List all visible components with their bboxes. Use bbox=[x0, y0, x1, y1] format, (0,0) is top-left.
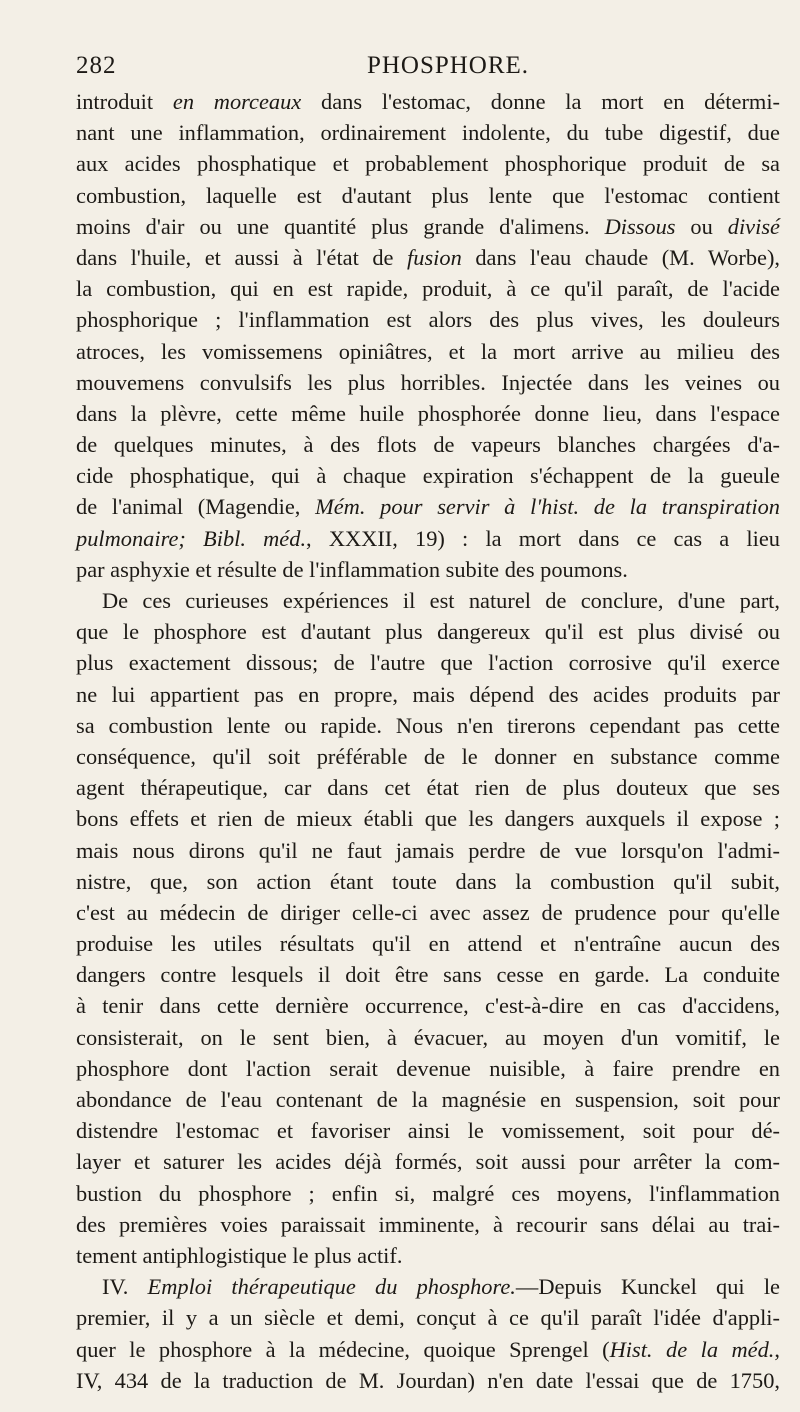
paragraph-3 bbox=[76, 1271, 780, 1396]
italic-text: fusion bbox=[407, 244, 462, 270]
text-segment: abondance de l'eau contenant de la magnésie en suspension, soit pour bbox=[76, 1087, 780, 1112]
text-line bbox=[76, 336, 780, 367]
text-line bbox=[76, 1302, 780, 1333]
text-segment: De ces curieuses expériences il est naturel de conclure, d'une part, bbox=[102, 588, 780, 613]
text-segment: dans l'huile, et aussi à l'état de bbox=[76, 244, 408, 270]
text-segment: ou bbox=[675, 213, 728, 239]
text-segment: bons effets et rien de mieux établi que les dangers auxquels il expose ; bbox=[76, 806, 780, 832]
text-segment: conséquence, qu'il soit préférable de le donner en substance comme bbox=[76, 743, 780, 769]
text-segment: , XXXII, 19) : la mort dans ce cas a lieu bbox=[306, 525, 780, 551]
text-line bbox=[76, 679, 780, 710]
text-line bbox=[76, 866, 780, 897]
text-segment: par asphyxie et résulte de l'inflammation subite des poumons. bbox=[76, 556, 628, 582]
text-segment: atroces, les vomissemens opiniâtres, et la mort arrive au milieu des bbox=[76, 338, 780, 364]
text-line bbox=[76, 897, 780, 928]
text-segment: phosphore dont l'action serait devenue nuisible, à faire prendre en bbox=[76, 1055, 780, 1081]
italic-text: en morceaux bbox=[172, 89, 302, 114]
text-segment: agent thérapeutique, car dans cet état rien de plus douteux que ses bbox=[76, 775, 780, 801]
text-segment: layer et saturer les acides déjà formés, soit aussi pour arrêter la com- bbox=[76, 1149, 780, 1175]
text-segment: dangers contre lesquels il doit être sans cesse en garde. La conduite bbox=[76, 962, 780, 988]
text-segment: quer le phosphore à la médecine, quoique Sprengel ( bbox=[76, 1336, 610, 1362]
text-line bbox=[76, 959, 780, 990]
text-line bbox=[76, 1146, 780, 1177]
italic-text: Mém. pour servir à l'hist. de la transpiration bbox=[315, 494, 780, 520]
text-line bbox=[76, 772, 780, 803]
text-segment: plus exactement dissous; de l'autre que l'action corrosive qu'il exerce bbox=[76, 650, 780, 676]
text-line bbox=[76, 86, 780, 117]
running-title: PHOSPHORE. bbox=[366, 52, 530, 79]
text-segment: combustion, laquelle est d'autant plus lente que l'estomac contient bbox=[76, 182, 780, 208]
text-segment: —Depuis Kunckel qui le bbox=[515, 1274, 780, 1300]
text-line bbox=[76, 211, 780, 242]
text-segment: , bbox=[774, 1336, 780, 1362]
text-line bbox=[76, 1115, 780, 1146]
text-segment: consisterait, on le sent bien, à évacuer, au moyen d'un vomitif, le bbox=[76, 1024, 780, 1050]
text-line bbox=[76, 803, 780, 834]
text-segment: IV. bbox=[102, 1274, 148, 1300]
text-line bbox=[76, 304, 780, 335]
text-segment: distendre l'estomac et favoriser ainsi le vomissement, soit pour dé- bbox=[76, 1118, 780, 1144]
text-segment: de l'animal (Magendie, bbox=[76, 494, 316, 520]
text-segment: moins d'air ou une quantité plus grande d'alimens. bbox=[76, 213, 605, 239]
text-segment: de quelques minutes, à des flots de vapeurs blanches chargées d'a- bbox=[76, 432, 780, 458]
text-line bbox=[76, 710, 780, 741]
text-line bbox=[76, 242, 780, 273]
text-segment: cide phosphatique, qui à chaque expiration s'échappent de la gueule bbox=[76, 463, 780, 489]
italic-text: divisé bbox=[727, 213, 780, 239]
page-header bbox=[76, 46, 780, 86]
text-line bbox=[76, 273, 780, 304]
text-segment: à tenir dans cette dernière occurrence, c'est-à-dire en cas d'accidens, bbox=[76, 993, 780, 1019]
text-line bbox=[76, 990, 780, 1021]
text-segment: IV, 434 de la traduction de M. Jourdan) n'en date l'essai que de 1750, bbox=[76, 1367, 780, 1393]
text-line bbox=[76, 1084, 780, 1115]
text-line bbox=[76, 616, 780, 647]
text-line bbox=[76, 554, 780, 585]
text-segment: nistre, que, son action étant toute dans la combustion qu'il subit, bbox=[76, 868, 780, 894]
text-line bbox=[76, 1209, 780, 1240]
text-segment: ne lui appartient pas en propre, mais dépend des acides produits par bbox=[76, 681, 780, 707]
text-segment: que le phosphore est d'autant plus dangereux qu'il est plus divisé ou bbox=[76, 619, 780, 645]
text-line bbox=[76, 1271, 780, 1302]
text-line bbox=[76, 180, 780, 211]
text-line bbox=[76, 460, 780, 491]
text-line bbox=[76, 585, 780, 616]
italic-text: Dissous bbox=[604, 213, 676, 239]
text-segment: aux acides phosphatique et probablement phosphorique produit de sa bbox=[76, 151, 780, 177]
text-line bbox=[76, 1240, 780, 1271]
text-segment: sa combustion lente ou rapide. Nous n'en tirerons cependant pas cette bbox=[76, 712, 780, 738]
paragraph-2 bbox=[76, 585, 780, 1271]
body-text bbox=[76, 86, 780, 1396]
paragraph-1 bbox=[76, 86, 780, 585]
text-segment: nant une inflammation, ordinairement indolente, du tube digestif, due bbox=[76, 120, 780, 146]
text-line bbox=[76, 647, 780, 678]
text-segment: dans l'estomac, donne la mort en détermi- bbox=[301, 89, 780, 114]
text-segment: dans la plèvre, cette même huile phosphorée donne lieu, dans l'espace bbox=[76, 400, 780, 426]
text-segment: produise les utiles résultats qu'il en attend et n'entraîne aucun des bbox=[76, 931, 780, 957]
text-line bbox=[76, 117, 780, 148]
text-line bbox=[76, 523, 780, 554]
text-segment: tement antiphlogistique le plus actif. bbox=[76, 1242, 403, 1268]
text-segment: bustion du phosphore ; enfin si, malgré ces moyens, l'inflammation bbox=[76, 1180, 780, 1206]
text-line bbox=[76, 1178, 780, 1209]
text-segment: introduit bbox=[76, 89, 173, 114]
text-segment: premier, il y a un siècle et demi, conçut à ce qu'il paraît l'idée d'appli- bbox=[76, 1305, 780, 1331]
text-line bbox=[76, 1334, 780, 1365]
text-line bbox=[76, 1053, 780, 1084]
text-line bbox=[76, 398, 780, 429]
text-segment: dans l'eau chaude (M. Worbe), bbox=[461, 244, 781, 270]
text-line bbox=[76, 1365, 780, 1396]
text-line bbox=[76, 429, 780, 460]
italic-text: pulmonaire; Bibl. méd. bbox=[76, 525, 307, 551]
page-number: 282 bbox=[76, 52, 117, 79]
text-line bbox=[76, 835, 780, 866]
text-line bbox=[76, 741, 780, 772]
italic-text: Hist. de la méd. bbox=[609, 1336, 775, 1362]
text-segment: c'est au médecin de diriger celle-ci avec assez de prudence pour qu'elle bbox=[76, 899, 780, 925]
text-line bbox=[76, 491, 780, 522]
text-segment: mais nous dirons qu'il ne faut jamais perdre de vue lorsqu'on l'admi- bbox=[76, 837, 780, 863]
text-line bbox=[76, 928, 780, 959]
text-line bbox=[76, 148, 780, 179]
text-segment: la combustion, qui en est rapide, produit, à ce qu'il paraît, de l'acide bbox=[76, 276, 780, 302]
text-line bbox=[76, 1022, 780, 1053]
text-segment: des premières voies paraissait imminente, à recourir sans délai au trai- bbox=[76, 1211, 780, 1237]
text-segment: mouvemens convulsifs les plus horribles. Injectée dans les veines ou bbox=[76, 369, 780, 395]
text-segment: phosphorique ; l'inflammation est alors des plus vives, les douleurs bbox=[76, 307, 780, 333]
text-line bbox=[76, 367, 780, 398]
italic-text: Emploi thérapeutique du phosphore. bbox=[147, 1274, 516, 1300]
